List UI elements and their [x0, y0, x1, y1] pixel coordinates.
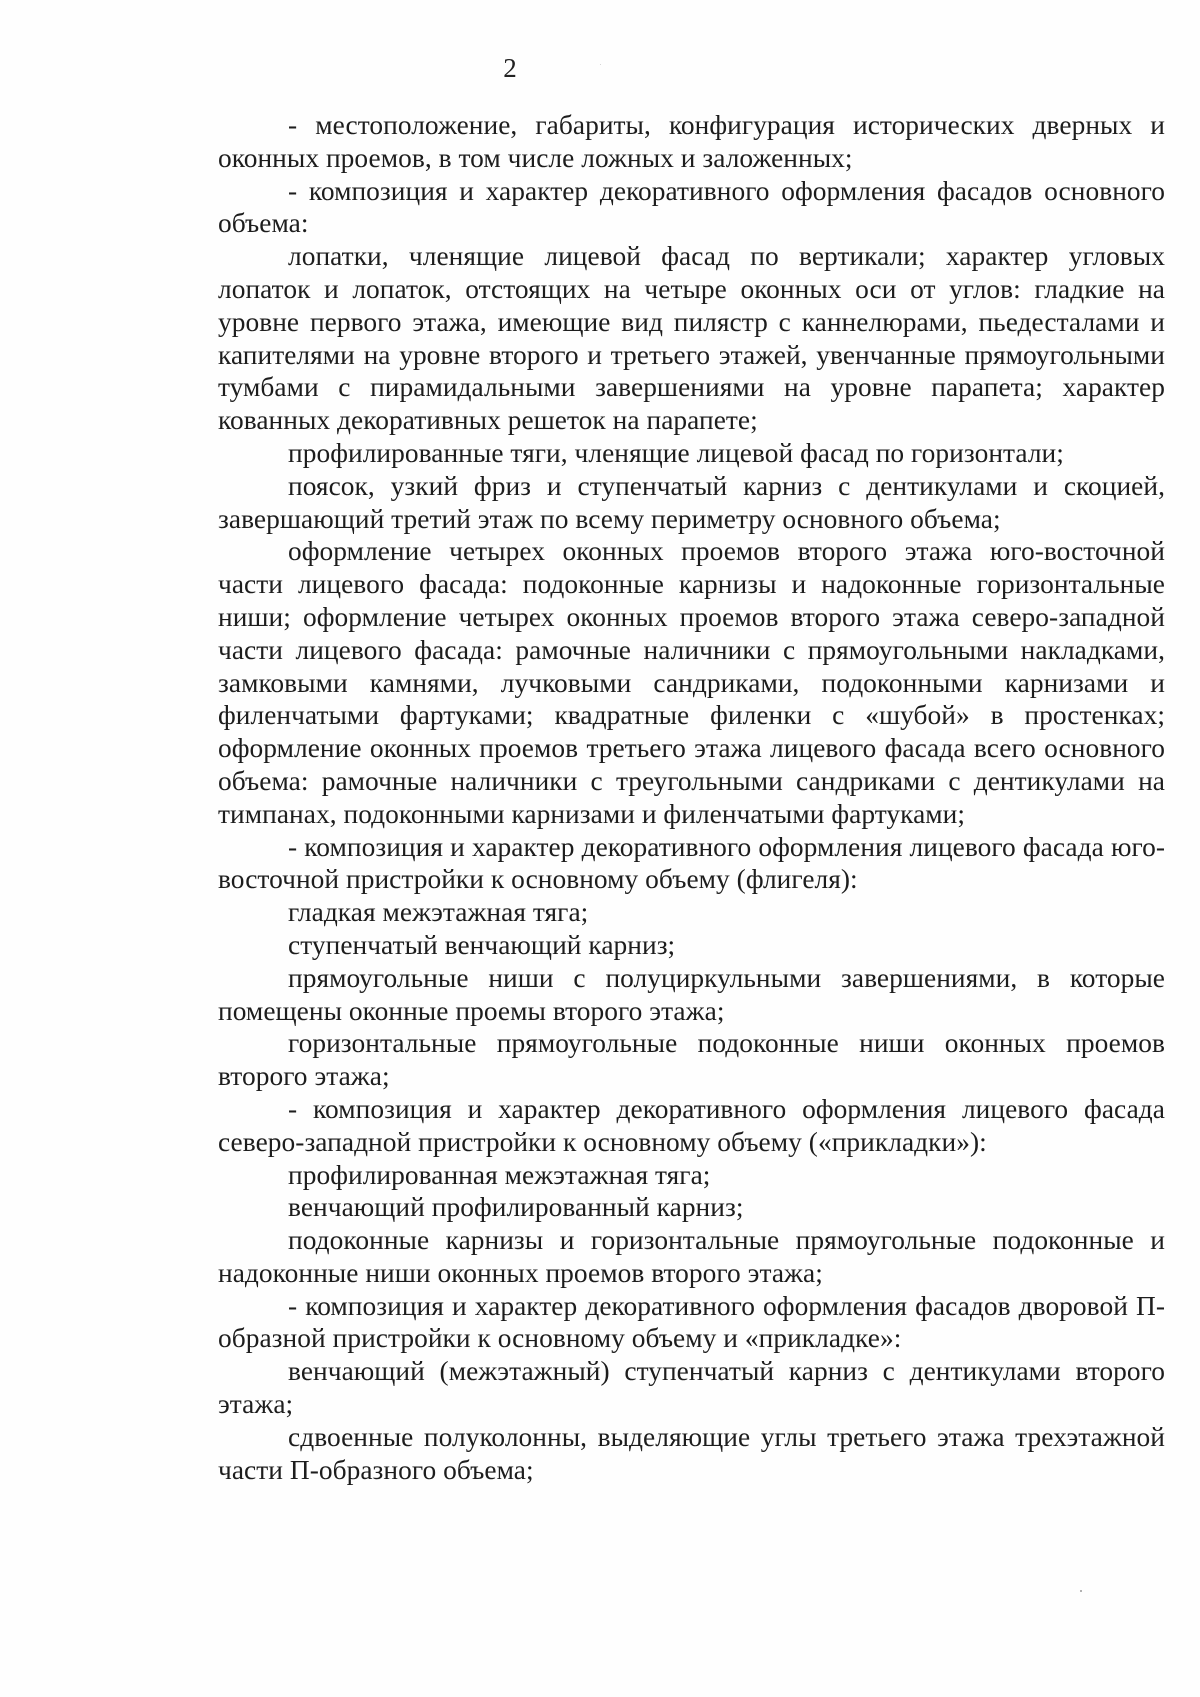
document-body	[218, 109, 1165, 1486]
paragraph-stepped-cornice: ступенчатый венчающий карниз;	[288, 929, 676, 960]
paragraph-northwest-annex-heading: - композиция и характер декоративного оформления лицевого фасада северо-западной пристройки к основному объему («прикладки»):	[218, 1093, 1165, 1157]
paragraph-horizontal-rods: профилированные тяги, членящие лицевой фасад по горизонтали;	[288, 437, 1064, 468]
paragraph-profiled-rod: профилированная межэтажная тяга;	[288, 1159, 711, 1190]
paragraph-cornice: поясок, узкий фриз и ступенчатый карниз с дентикулами и скоцией, завершающий третий этаж по всему периметру основного объема;	[218, 470, 1165, 534]
page-number: 2	[503, 53, 517, 83]
paragraph-openings: - местоположение, габариты, конфигурация исторических дверных и оконных проемов, в том числе ложных и заложенных;	[218, 110, 1165, 173]
scan-speck-bottom	[1080, 1590, 1082, 1592]
paragraph-arched-niches: прямоугольные ниши с полуциркульными завершениями, в которые помещены оконные проемы второго этажа;	[218, 962, 1165, 1026]
paragraph-courtyard-annex-heading: - композиция и характер декоративного оформления фасадов дворовой П-образной пристройки к основному объему и «прикладке»:	[218, 1290, 1165, 1354]
paragraph-window-sills-niches: подоконные карнизы и горизонтальные прямоугольные подоконные и надоконные ниши оконных проемов второго этажа;	[218, 1225, 1165, 1288]
paragraph-window-decoration: оформление четырех оконных проемов второго этажа юго-восточной части лицевого фасада: подоконные карнизы и надоконные горизонтальные ниши; оформление четырех оконных проемов второго этажа северо-западной части лицевого фасада: рамочные наличники с прямоугольными накладками, замковыми камнями, лучковыми сандриками, подоконными карнизами и филенчатыми фартуками; квадратные филенки с «шубой» в простенках; оформление оконных проемов третьего этажа лицевого фасада всего основного объема: рамочные наличники с треугольными сандриками с дентикулами на тимпанах, подоконными карнизами и филенчатыми фартуками;	[218, 536, 1165, 829]
paragraph-half-columns: сдвоенные полуколонны, выделяющие углы третьего этажа трехэтажной части П-образного объема;	[218, 1421, 1165, 1485]
paragraph-pilasters: лопатки, членящие лицевой фасад по вертикали; характер угловых лопаток и лопаток, отстоящих на четыре оконных оси от углов: гладкие на уровне первого этажа, имеющие вид пилястр с каннелюрами, пьедесталами и капителями на уровне второго и третьего этажей, увенчанные прямоугольными тумбами с пирамидальными завершениями на уровне парапета; характер кованных декоративных решеток на парапете;	[218, 241, 1165, 436]
paragraph-profiled-cornice: венчающий профилированный карниз;	[288, 1192, 744, 1223]
paragraph-main-volume-heading: - композиция и характер декоративного оформления фасадов основного объема:	[218, 175, 1165, 239]
paragraph-dentil-cornice: венчающий (межэтажный) ступенчатый карниз с дентикулами второго этажа;	[218, 1356, 1165, 1420]
paragraph-sill-niches: горизонтальные прямоугольные подоконные ниши оконных проемов второго этажа;	[218, 1028, 1165, 1092]
paragraph-smooth-rod: гладкая межэтажная тяга;	[288, 897, 589, 928]
paragraph-southeast-annex-heading: - композиция и характер декоративного оформления лицевого фасада юго-восточной пристройки к основному объему (флигеля):	[218, 831, 1165, 895]
